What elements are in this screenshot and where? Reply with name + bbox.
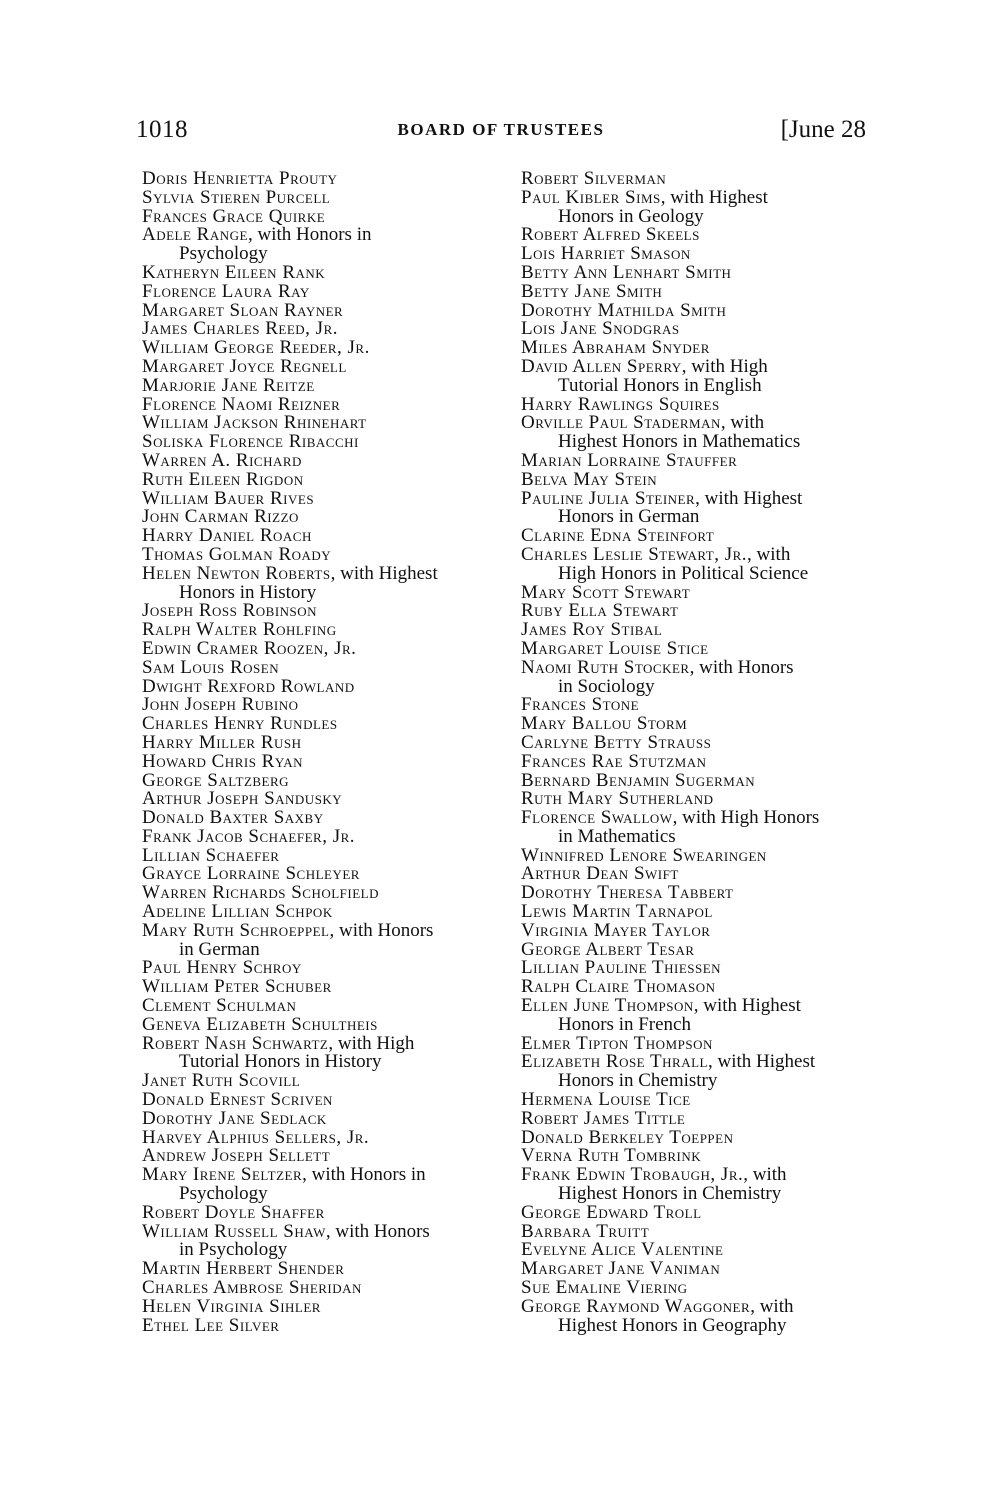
graduate-name: Joseph Ross Robinson — [142, 600, 318, 622]
graduate-name: Frances Grace Quirke — [142, 205, 326, 227]
graduate-name: William George Reeder, Jr. — [142, 337, 370, 359]
honors-note: , with High — [681, 355, 768, 377]
graduate-name: Evelyne Alice Valentine — [521, 1239, 724, 1261]
graduate-name: Naomi Ruth Stocker — [521, 656, 690, 678]
honors-continuation: Honors in Geology — [558, 205, 704, 227]
graduate-name: Ruth Mary Sutherland — [521, 788, 714, 810]
honors-note: , with — [720, 412, 765, 434]
honors-continuation: Honors in German — [558, 506, 700, 528]
graduate-name: George Raymond Waggoner — [521, 1295, 751, 1317]
graduate-name: William Jackson Rhinehart — [142, 412, 367, 434]
graduate-entry — [521, 997, 881, 1035]
graduate-name: Charles Henry Rundles — [142, 713, 338, 735]
graduate-name: George Edward Troll — [521, 1201, 702, 1223]
graduate-name: Martin Herbert Shender — [142, 1258, 345, 1280]
graduate-name: William Russell Shaw — [142, 1220, 326, 1242]
graduate-entry — [521, 809, 881, 847]
honors-continuation: Honors in French — [558, 1013, 691, 1035]
graduate-name: Florence Laura Ray — [142, 280, 310, 302]
graduate-name: Paul Henry Schroy — [142, 957, 302, 979]
graduate-name: Paul Kibler Sims — [521, 186, 661, 208]
graduate-name: James Charles Reed, Jr. — [142, 318, 339, 340]
graduate-name: Frances Stone — [521, 694, 640, 716]
graduate-name: George Albert Tesar — [521, 938, 695, 960]
honors-continuation: High Honors in Political Science — [558, 562, 809, 584]
graduate-name: Dwight Rexford Rowland — [142, 675, 355, 697]
entry-line — [142, 1314, 502, 1336]
honors-continuation: in Mathematics — [558, 825, 676, 847]
graduate-name: Barbara Truitt — [521, 1220, 650, 1242]
graduate-name: Robert Alfred Skeels — [521, 224, 700, 246]
graduate-entry — [521, 1166, 881, 1204]
entry-line — [142, 919, 502, 941]
graduate-name: Robert James Tittle — [521, 1107, 686, 1129]
honors-note: , with Honors — [329, 919, 434, 941]
honors-note: , with Honors — [689, 656, 794, 678]
graduate-entry — [142, 1220, 502, 1261]
honors-continuation: in German — [179, 938, 260, 960]
running-date: [June 28 — [780, 116, 866, 143]
honors-note: , with — [747, 543, 791, 565]
graduate-name: Edwin Cramer Roozen, Jr. — [142, 637, 357, 659]
graduate-name: Lillian Pauline Thiessen — [521, 957, 722, 979]
entry-line — [521, 1295, 881, 1317]
honors-continuation: Honors in History — [179, 581, 317, 603]
graduate-name: Dorothy Jane Sedlack — [142, 1107, 327, 1129]
graduate-name: Mary Ballou Storm — [521, 713, 688, 735]
graduate-entry — [142, 226, 502, 264]
graduate-name: Janet Ruth Scovill — [142, 1070, 301, 1092]
graduate-name: Harry Miller Rush — [142, 731, 302, 753]
graduate-name: Pauline Julia Steiner — [521, 487, 696, 509]
graduate-name: Robert Nash Schwartz — [142, 1032, 329, 1054]
graduate-name: Harry Rawlings Squires — [521, 393, 720, 415]
graduate-name: Ralph Walter Rohlfing — [142, 619, 337, 641]
graduate-name: Donald Ernest Scriven — [142, 1089, 333, 1111]
graduate-entry — [142, 562, 502, 603]
graduate-name: Doris Henrietta Prouty — [142, 168, 338, 189]
honors-note: , with Highest — [695, 487, 803, 509]
graduate-name: Grayce Lorraine Schleyer — [142, 863, 360, 885]
graduate-name: George Saltzberg — [142, 769, 290, 791]
graduate-name: Ralph Claire Thomason — [521, 976, 716, 998]
graduate-entry — [521, 656, 881, 697]
page-number: 1018 — [136, 116, 188, 143]
graduate-entry — [521, 1053, 881, 1091]
honors-note: , with High Honors — [672, 807, 820, 829]
graduate-name: Ellen June Thompson — [521, 995, 694, 1017]
graduate-name: Thomas Golman Roady — [142, 543, 332, 565]
graduate-entry — [142, 1032, 502, 1073]
running-title: BOARD OF TRUSTEES — [397, 120, 605, 139]
honors-note: , with Highest — [707, 1051, 816, 1073]
honors-note: , with Honors — [325, 1220, 430, 1242]
graduate-name: Adele Range — [142, 224, 248, 246]
graduate-name: Howard Chris Ryan — [142, 750, 304, 772]
graduate-name: William Bauer Rives — [142, 487, 315, 509]
graduate-name: Adeline Lillian Schpok — [142, 901, 333, 923]
honors-continuation: in Psychology — [179, 1239, 288, 1261]
graduate-name: Virginia Mayer Taylor — [521, 919, 711, 941]
graduate-name: Ethel Lee Silver — [142, 1314, 280, 1336]
graduate-name: Geneva Elizabeth Schultheis — [142, 1013, 378, 1035]
graduate-name: Harry Daniel Roach — [142, 525, 312, 547]
honors-continuation: Highest Honors in Geography — [558, 1314, 787, 1336]
graduate-name: Robert Silverman — [521, 168, 667, 189]
graduate-name: Elmer Tipton Thompson — [521, 1032, 713, 1054]
graduate-name: Miles Abraham Snyder — [521, 337, 710, 359]
graduate-name: Frances Rae Stutzman — [521, 750, 707, 772]
graduate-entry — [521, 543, 881, 584]
graduate-name: John Carman Rizzo — [142, 506, 299, 528]
graduate-entry — [142, 1166, 502, 1204]
honors-continuation: Psychology — [179, 243, 268, 265]
graduate-name: Harvey Alphius Sellers, Jr. — [142, 1126, 370, 1148]
graduate-name: Helen Virginia Sihler — [142, 1295, 321, 1317]
graduate-name: Lillian Schaefer — [142, 844, 280, 866]
graduate-name: Clarine Edna Steinfort — [521, 525, 715, 547]
graduate-entry — [521, 355, 881, 396]
honors-continuation: Highest Honors in Mathematics — [558, 431, 801, 453]
graduate-entry — [142, 1314, 502, 1336]
graduate-name: David Allen Sperry — [521, 355, 682, 377]
graduate-entry — [521, 487, 881, 528]
graduate-name: Lois Harriet Smason — [521, 243, 691, 265]
graduate-name: Donald Berkeley Toeppen — [521, 1126, 734, 1148]
graduate-name: Sylvia Stieren Purcell — [142, 186, 331, 208]
graduate-name: Florence Naomi Reizner — [142, 393, 341, 415]
entry-line — [142, 562, 502, 584]
graduate-name: Lois Jane Snodgras — [521, 318, 680, 340]
graduate-name: Mary Scott Stewart — [521, 581, 691, 603]
honors-continuation: Highest Honors in Chemistry — [558, 1183, 782, 1205]
honors-continuation: in Sociology — [558, 675, 655, 697]
graduate-name: Betty Ann Lenhart Smith — [521, 261, 732, 283]
graduate-name: John Joseph Rubino — [142, 694, 299, 716]
graduate-name: William Peter Schuber — [142, 976, 332, 998]
graduate-name: Dorothy Theresa Tabbert — [521, 882, 734, 904]
honors-note: , with Highest — [660, 186, 768, 208]
graduate-name: Margaret Joyce Regnell — [142, 355, 347, 377]
graduate-name: Andrew Joseph Sellett — [142, 1145, 331, 1167]
page-header — [136, 116, 866, 152]
graduate-name: Sue Emaline Viering — [521, 1277, 688, 1299]
graduate-name: Margaret Jane Vaniman — [521, 1258, 721, 1280]
graduate-name: James Roy Stibal — [521, 619, 663, 641]
honors-note: , with High — [328, 1032, 415, 1054]
honors-continuation: Tutorial Honors in History — [179, 1051, 382, 1073]
honors-note: , with Highest — [693, 995, 801, 1017]
graduate-name: Bernard Benjamin Sugerman — [521, 769, 756, 791]
graduate-name: Elizabeth Rose Thrall — [521, 1051, 708, 1073]
graduate-name: Charles Leslie Stewart, Jr. — [521, 543, 748, 565]
graduate-name: Margaret Sloan Rayner — [142, 299, 344, 321]
graduate-name: Winnifred Lenore Swearingen — [521, 844, 767, 866]
graduate-name: Arthur Joseph Sandusky — [142, 788, 343, 810]
graduate-name: Orville Paul Staderman — [521, 412, 721, 434]
graduate-name: Marian Lorraine Stauffer — [521, 449, 738, 471]
graduate-entry — [142, 919, 502, 960]
honors-note: , with Highest — [330, 562, 438, 584]
honors-note: , with Honors in — [302, 1164, 426, 1186]
graduate-name: Frank Edwin Trobaugh, Jr. — [521, 1164, 744, 1186]
graduate-entry — [521, 1295, 881, 1336]
right-column — [521, 170, 881, 1335]
graduate-name: Verna Ruth Tombrink — [521, 1145, 702, 1167]
graduate-name: Clement Schulman — [142, 995, 297, 1017]
graduate-name: Warren Richards Scholfield — [142, 882, 380, 904]
graduate-name: Katheryn Eileen Rank — [142, 261, 326, 283]
graduate-name: Ruby Ella Stewart — [521, 600, 679, 622]
graduate-name: Charles Ambrose Sheridan — [142, 1277, 362, 1299]
graduate-name: Marjorie Jane Reitze — [142, 374, 315, 396]
graduate-name: Belva May Stein — [521, 468, 658, 490]
graduate-name: Margaret Louise Stice — [521, 637, 709, 659]
graduate-name: Lewis Martin Tarnapol — [521, 901, 713, 923]
graduate-entry — [521, 186, 881, 227]
graduate-name: Arthur Dean Swift — [521, 863, 679, 885]
graduate-entry — [521, 414, 881, 452]
entry-line — [521, 656, 881, 678]
honors-continuation: Honors in Chemistry — [558, 1070, 718, 1092]
graduate-name: Dorothy Mathilda Smith — [521, 299, 727, 321]
graduate-name: Sam Louis Rosen — [142, 656, 280, 678]
honors-note: , with — [743, 1164, 787, 1186]
honors-continuation: Psychology — [179, 1183, 268, 1205]
graduate-name: Soliska Florence Ribacchi — [142, 431, 359, 453]
graduate-name: Mary Ruth Schroeppel — [142, 919, 330, 941]
graduate-name: Ruth Eileen Rigdon — [142, 468, 304, 490]
graduate-name: Hermena Louise Tice — [521, 1089, 691, 1111]
graduate-name: Mary Irene Seltzer — [142, 1164, 303, 1186]
entry-line — [521, 543, 881, 565]
honors-note: , with — [750, 1295, 794, 1317]
graduate-name: Warren A. Richard — [142, 449, 302, 471]
honors-continuation: Tutorial Honors in English — [558, 374, 762, 396]
graduate-name: Helen Newton Roberts — [142, 562, 331, 584]
left-column — [142, 170, 502, 1335]
graduate-name: Frank Jacob Schaefer, Jr. — [142, 825, 356, 847]
graduate-name: Donald Baxter Saxby — [142, 807, 324, 829]
graduate-name: Robert Doyle Shaffer — [142, 1201, 325, 1223]
entry-line — [521, 355, 881, 377]
graduate-name: Florence Swallow — [521, 807, 673, 829]
honors-note: , with Honors in — [247, 224, 372, 246]
graduate-name: Carlyne Betty Strauss — [521, 731, 712, 753]
entry-line — [521, 186, 881, 208]
graduate-name: Betty Jane Smith — [521, 280, 663, 302]
